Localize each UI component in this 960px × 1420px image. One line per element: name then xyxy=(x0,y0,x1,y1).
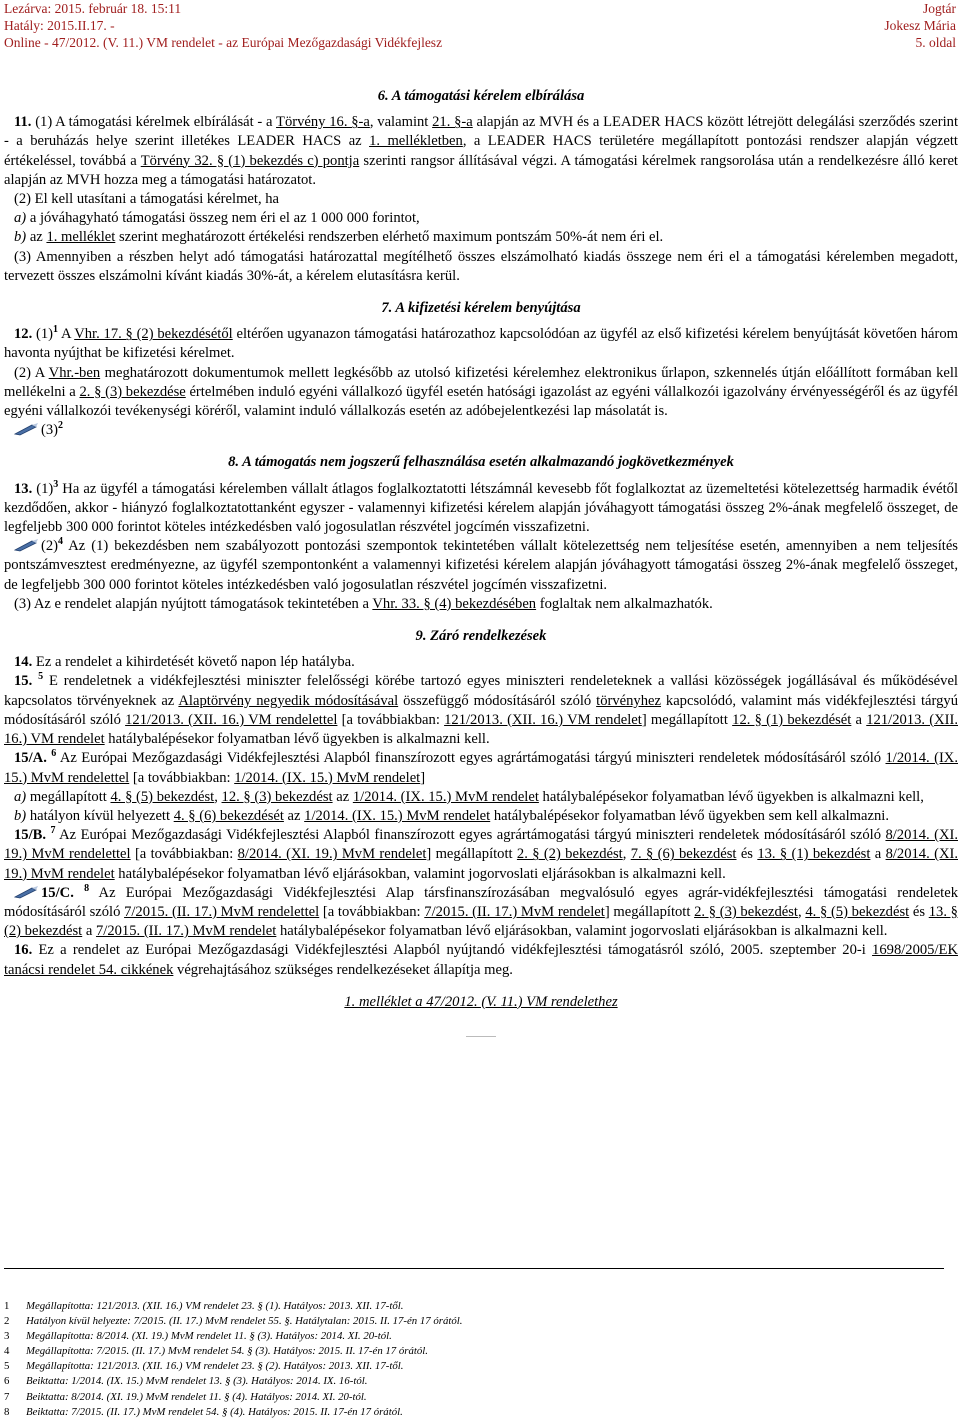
link-1698-2005[interactable]: 1698/2005/EK tanácsi rendelet 54. cikkének xyxy=(4,942,958,978)
link-13-1[interactable]: 13. § (1) bekezdést xyxy=(757,846,871,863)
page-header-left xyxy=(4,0,442,51)
link-torveny-16[interactable]: Törvény 16. §-a xyxy=(276,114,370,131)
footnote-number: 4 xyxy=(4,1345,10,1358)
footnotes xyxy=(4,1268,944,1420)
pencil-mark-icon[interactable] xyxy=(14,538,40,552)
pencil-mark-icon[interactable] xyxy=(14,885,40,899)
paragraph-11-1: 11. (1) A támogatási kérelmek elbírálását - a Törvény 16. §-a, valamint 21. §-a alapján az MVH és a LEADER HACS között létrejött delegálási szerződés szerint - a beruházás helye szerint illetékes LEADER HACS az 1. mellékletben, a LEADER HACS területére megállapított pontozási rendszer alapján végzett értékeléssel, továbbá a Törvény 32. § (1) bekezdés c) pontja szerinti rangsor állításával végzi. A támogatási kérelmek rangsorolása után a rendelkezésre álló keret alapján az MVH hozza meg a támogatási határozatot. xyxy=(4,114,958,188)
link-4-6[interactable]: 4. § (6) bekezdését xyxy=(173,807,284,824)
paragraph-11-2: (2) El kell utasítani a támogatási kérelmet, ha xyxy=(14,191,280,208)
footnote-ref-7[interactable]: 7 xyxy=(50,825,56,837)
link-7-2015-a[interactable]: 7/2015. (II. 17.) MvM rendelettel xyxy=(124,903,320,920)
paragraph-13-3: (3) Az e rendelet alapján nyújtott támogatások tekintetében a Vhr. 33. § (4) bekezdésében foglaltak nem alkalmazhatók. xyxy=(14,595,713,612)
paragraph-14: 14. Ez a rendelet a kihirdetését követő napon lép hatályba. xyxy=(14,654,355,671)
paragraph-15a: 15/A. $^6$ Az Európai Mezőgazdasági Vidékfejlesztési Alapból finanszírozott egyes agrártámogatási tárgyú miniszteri rendeletek módosításáról szóló 1/2014. (IX. 15.) MvM rendelettel [a továbbiakban: 1/2014. (IX. 15.) MvM rendelet] xyxy=(4,748,958,786)
link-121-2013-c[interactable]: 121/2013. (XII. 16.) VM rendelet xyxy=(4,711,959,748)
footnote-ref-1[interactable]: 1 xyxy=(53,324,59,336)
brand-name: Jogtár xyxy=(923,1,956,16)
paragraph-15a-a: a) megállapított 4. § (5) bekezdést, 12. § (3) bekezdést az 1/2014. (IX. 15.) MvM rendelet hatálybalépésekor folyamatban lévő ügyekben is alkalmazni kell, xyxy=(14,788,924,805)
paragraph-15: 15. $^5$ E rendeletnek a vidékfejlesztési miniszter felelősségi körébe tartozó egyes miniszteri rendeleteknek a vallási közösségek jogállásával és működésével kapcsolatos törvényeknek az Alaptörvény negyedik módosításával összefüggő módosításáról szóló törvényhez kapcsolódó, valamint más vidékfejlesztési tárgyú módosításáról szóló 121/2013. (XII. 16.) VM rendelettel [a továbbiakban: 121/2013. (XII. 16.) VM rendelet] megállapított 12. § (1) bekezdését a 121/2013. (XII. 16.) VM rendelet hatálybalépésekor folyamatban lévő ügyekben is alkalmazni kell. xyxy=(4,671,959,748)
paragraph-16: 16. Ez a rendelet az Európai Mezőgazdasági Vidékfejlesztési Alapból nyújtandó vidékfejlesztési támogatásról szóló, 2005. szeptember 20-i 1698/2005/EK tanácsi rendelet 54. cikkének végrehajtásához szükséges rendelkezéseket állapítja meg. xyxy=(4,942,958,978)
link-1-2014-a[interactable]: 1/2014. (IX. 15.) MvM rendelettel xyxy=(4,750,958,786)
footnote-text: Megállapította: 7/2015. (II. 17.) MvM rendelet 54. § (3). Hatályos: 2015. II. 17-én 17 órától. xyxy=(26,1345,429,1358)
link-torveny-21[interactable]: 21. §-a xyxy=(432,114,473,131)
footnote-8 xyxy=(4,1405,944,1420)
link-1-2014-b[interactable]: 1/2014. (IX. 15.) MvM rendelet xyxy=(234,769,421,786)
footnote-ref-2[interactable]: 2 xyxy=(58,420,64,432)
paragraph-13-1: 13. $(1)^3$ Ha az ügyfél a támogatási kérelemben vállalt átlagos foglalkoztatotti létszámnál kevesebb főt foglalkoztat az üzemeltetési kötelezettség harmadik évétől kezdődően, akkor - hiányzó foglalkoztatottanként egyszer - valamennyi kifizetési kérelem alapján jóváhagyott támogatási összeg 2%-ának megfelelő összeget, de legfeljebb 300 000 forintot köteles intézkedésben való jogosulatlan részvétel jogcímén visszafizetni. xyxy=(4,478,958,536)
footnote-number: 5 xyxy=(4,1360,10,1373)
paragraph-11-2-a: a) a jóváhagyható támogatási összeg nem éri el az 1 000 000 forintot, xyxy=(14,210,420,227)
footnote-6 xyxy=(4,1374,944,1389)
footnote-number: 1 xyxy=(4,1300,10,1312)
footnote-5 xyxy=(4,1359,944,1374)
paragraph-15c: 15/C. $^8$ Az Európai Mezőgazdasági Vidékfejlesztési Alap társfinanszírozásában megvalósuló egyes agrár-vidékfejlesztési támogatási rendeletek módosításáról szóló 7/2015. (II. 17.) MvM rendelettel [a továbbiakban: 7/2015. (II. 17.) MvM rendelet] megállapított 2. § (3) bekezdést, 4. § (5) bekezdést és 13. § (2) bekezdést a 7/2015. (II. 17.) MvM rendelet hatálybalépésekor folyamatban lévő eljárásokban, valamint jogorvoslati eljárásokban is alkalmazni kell. xyxy=(4,882,959,940)
link-2-3b[interactable]: 2. § (3) bekezdést xyxy=(694,903,798,920)
link-13-2[interactable]: 13. § (2) bekezdést xyxy=(4,903,958,940)
footnote-number: 3 xyxy=(4,1330,10,1343)
footnote-text: Beiktatta: 1/2014. (IX. 15.) MvM rendelet 13. § (3). Hatályos: 2014. IX. 16-tól. xyxy=(26,1375,368,1388)
paragraph-12-2: (2) A Vhr.-ben meghatározott dokumentumok mellett legkésőbb az utolsó kifizetési kérelemhez elektronikus űrlapon, szkennelés útján előállított formában kell mellékelni a 2. § (3) bekezdése értelmében induló egyéni vállalkozó ügyfél esetén hatósági igazolást az egyéni vállalkozói igazolvány érvényességéről és az ügyfél egyéni vállalkozói tevékenységi köréről, valamint induló vállalkozás esetén az adóbejelentkezési lap másolatát is. xyxy=(4,364,959,420)
paragraph-12-3: $(3)^2$ xyxy=(4,421,958,440)
effective-range: Hatály: 2015.II.17. - xyxy=(4,18,115,33)
footnote-text: Hatályon kívül helyezte: 7/2015. (II. 17.) MvM rendelet 55. §. Hatálytalan: 2015. II. 17-én 17 órától. xyxy=(26,1315,463,1328)
link-torvenyhez[interactable]: törvényhez xyxy=(596,692,661,709)
link-8-2014-a[interactable]: 8/2014. (XI. 19.) MvM rendelettel xyxy=(4,827,958,863)
annex-title[interactable]: 1. melléklet a 47/2012. (V. 11.) VM rendelethez xyxy=(344,993,618,1010)
link-vhr[interactable]: Vhr.-ben xyxy=(48,364,101,381)
author-name: Jokesz Mária xyxy=(884,18,956,33)
document-title: Online - 47/2012. (V. 11.) VM rendelet - az Európai Mezőgazdasági Vidékfejlesz xyxy=(4,35,443,50)
link-12-3[interactable]: 12. § (3) bekezdést xyxy=(221,788,333,805)
footnote-text: Megállapította: 121/2013. (XII. 16.) VM rendelet 23. § (2). Hatályos: 2013. XII. 17-től. xyxy=(26,1360,404,1373)
link-annex-1b[interactable]: 1. melléklet xyxy=(46,229,116,246)
paragraph-15b: 15/B. $^7$ Az Európai Mezőgazdasági Vidékfejlesztési Alapból finanszírozott egyes agrártámogatási tárgyú miniszteri rendeletek módosításáról szóló 8/2014. (XI. 19.) MvM rendelettel [a továbbiakban: 8/2014. (XI. 19.) MvM rendelet] megállapított 2. § (2) bekezdést, 7. § (6) bekezdést és 13. § (1) bekezdést a 8/2014. (XI. 19.) MvM rendelet hatálybalépésekor folyamatban lévő eljárásokban, valamint jogorvoslati eljárásokban is alkalmazni kell. xyxy=(4,825,958,882)
pencil-mark-icon[interactable] xyxy=(14,422,40,436)
footnote-ref-3[interactable]: 3 xyxy=(53,478,59,490)
link-121-2013-b[interactable]: 121/2013. (XII. 16.) VM rendelet xyxy=(444,711,642,728)
page-header-right xyxy=(884,0,956,51)
link-121-2013-a[interactable]: 121/2013. (XII. 16.) VM rendelettel xyxy=(125,711,338,728)
separator xyxy=(466,1036,496,1037)
link-4-5[interactable]: 4. § (5) bekezdést xyxy=(110,788,215,805)
section-6-title: 6. A támogatási kérelem elbírálása xyxy=(377,88,585,104)
link-8-2014-b[interactable]: 8/2014. (XI. 19.) MvM rendelet xyxy=(237,846,427,863)
footnote-ref-5[interactable]: 5 xyxy=(38,671,44,683)
link-annex-1[interactable]: 1. mellékletben xyxy=(369,133,463,150)
link-4-5b[interactable]: 4. § (5) bekezdést xyxy=(805,903,910,920)
link-7-6[interactable]: 7. § (6) bekezdést xyxy=(630,846,737,863)
footnote-4 xyxy=(4,1344,944,1359)
link-8-2014-c[interactable]: 8/2014. (XI. 19.) MvM rendelet xyxy=(4,846,958,882)
footnote-number: 8 xyxy=(4,1405,10,1418)
footnote-3 xyxy=(4,1329,944,1344)
page-number: 5. oldal xyxy=(915,35,956,50)
document-body xyxy=(4,87,958,1037)
footnote-ref-6[interactable]: 6 xyxy=(51,748,57,760)
locked-timestamp: Lezárva: 2015. február 18. 15:11 xyxy=(4,1,182,16)
link-7-2015-b[interactable]: 7/2015. (II. 17.) MvM rendelet xyxy=(424,903,605,920)
section-8-title: 8. A támogatás nem jogszerű felhasználása esetén alkalmazandó jogkövetkezmények xyxy=(228,454,734,471)
footnote-text: Beiktatta: 7/2015. (II. 17.) MvM rendelet 54. § (4). Hatályos: 2015. II. 17-én 17 órától. xyxy=(26,1405,403,1418)
footnote-ref-4[interactable]: 4 xyxy=(58,536,64,548)
paragraph-12-1: 12. $(1)^1$ A Vhr. 17. § (2) bekezdésétől eltérően ugyanazon támogatási határozathoz kapcsolódóan az ügyfél az első kifizetési kérelem benyújtását követően három havonta nyújthat be kifizetési kérelmet. xyxy=(4,324,958,362)
link-12-1[interactable]: 12. § (1) bekezdését xyxy=(732,711,852,728)
link-2-2[interactable]: 2. § (2) bekezdést xyxy=(516,846,623,863)
link-torveny-32[interactable]: Törvény 32. § (1) bekezdés c) pontja xyxy=(140,152,360,169)
link-2-3[interactable]: 2. § (3) bekezdése xyxy=(79,383,186,400)
section-7-title: 7. A kifizetési kérelem benyújtása xyxy=(381,300,581,317)
link-vhr-33[interactable]: Vhr. 33. § (4) bekezdésében xyxy=(372,595,537,612)
section-9-title: 9. Záró rendelkezések xyxy=(415,628,547,645)
paragraph-15a-b: b) hatályon kívül helyezett 4. § (6) bekezdését az 1/2014. (IX. 15.) MvM rendelet hatálybalépésekor folyamatban lévő ügyekben sem kell alkalmazni. xyxy=(14,807,889,824)
link-1-2014-d[interactable]: 1/2014. (IX. 15.) MvM rendelet xyxy=(304,807,491,824)
paragraph-11-3: (3) Amennyiben a részben helyt adó támogatási határozattal megítélhető összes elszámolható kiadás összege nem éri el a támogatási kérelemben megadott, tervezett összes elszámolni kívánt kiadás 30%-át, a kérelem elutasításra kerül. xyxy=(4,248,958,284)
link-vhr-17[interactable]: Vhr. 17. § (2) bekezdésétől xyxy=(74,326,233,343)
footnote-number: 7 xyxy=(4,1390,10,1403)
paragraph-13-2: $(2)^4$ Az (1) bekezdésben nem szabályozott pontozási szempontok tekintetében vállalt kötelezettség nem teljesítése esetén, amennyiben a nem teljesítés pontszámvesztest eredményezne, az ügyfél szempontonként a valamennyi kifizetési kérelem alapján jóváhagyott támogatási összeg 2%-ának megfelelő összeget, de legfeljebb 300 000 forintot köteles intézkedésben való jogosulatlan részvétel jogcímén visszafizetni. xyxy=(4,536,958,593)
footnote-text: Megállapította: 8/2014. (XI. 19.) MvM rendelet 11. § (3). Hatályos: 2014. XI. 20-tól. xyxy=(26,1330,392,1343)
footnote-1 xyxy=(4,1299,944,1314)
footnote-ref-8[interactable]: 8 xyxy=(84,882,90,894)
link-7-2015-c[interactable]: 7/2015. (II. 17.) MvM rendelet xyxy=(95,923,277,940)
footnote-number: 6 xyxy=(4,1375,10,1388)
footnote-number: 2 xyxy=(4,1315,10,1328)
footnote-text: Beiktatta: 8/2014. (XI. 19.) MvM rendelet 11. § (4). Hatályos: 2014. XI. 20-tól. xyxy=(26,1390,367,1403)
footnote-text: Megállapította: 121/2013. (XII. 16.) VM rendelet 23. § (1). Hatályos: 2013. XII. 17-től. xyxy=(26,1300,404,1312)
paragraph-11-2-b: b) az 1. melléklet szerint meghatározott értékelési rendszerben elérhető maximum pontszám 50%-át nem éri el. xyxy=(14,229,664,246)
link-1-2014-c[interactable]: 1/2014. (IX. 15.) MvM rendelet xyxy=(352,788,539,805)
link-alaptorveny[interactable]: Alaptörvény negyedik módosításával xyxy=(178,692,399,709)
footnote-7 xyxy=(4,1390,944,1405)
footnote-2 xyxy=(4,1314,944,1329)
